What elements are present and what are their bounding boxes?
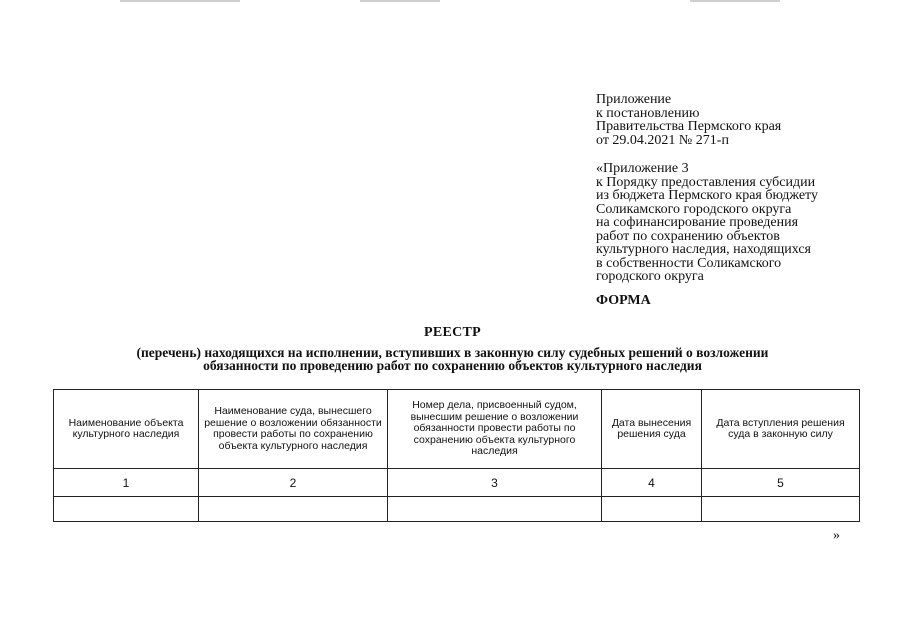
form-label: ФОРМА — [596, 293, 651, 308]
appendix-line-2: к постановлению — [596, 105, 700, 121]
appendix-gap — [596, 147, 896, 162]
inner-appendix-line-8: в собственности Соликамского — [596, 255, 782, 271]
table-number-row — [54, 469, 860, 497]
inner-appendix-line-6: работ по сохранению объектов — [596, 228, 780, 244]
appendix-line-3: Правительства Пермского края — [596, 119, 782, 134]
inner-appendix-line-7: культурного наследия, находящихся — [596, 242, 811, 257]
appendix-block — [596, 93, 896, 284]
column-number-2: 2 — [199, 469, 388, 497]
header-object-name: Наименование объекта культурного наследия — [54, 390, 199, 469]
document-subtitle-line-1: (перечень) находящихся на исполнении, вступивших в законную силу судебных решений о возложении — [136, 345, 769, 360]
registry-table — [53, 389, 860, 522]
column-number-5: 5 — [702, 469, 860, 497]
document-title: РЕЕСТР — [423, 325, 482, 340]
header-decision-date: Дата вынесения решения суда — [602, 390, 702, 469]
header-case-number: Номер дела, присвоенный судом, вынесшим решение о возложении обязанности провести работы по сохранению объекта культурного наследия — [388, 390, 602, 469]
column-number-1: 1 — [54, 469, 199, 497]
closing-quote: » — [833, 528, 840, 543]
table-header-row — [54, 390, 860, 469]
inner-appendix-line-9: городского округа — [596, 269, 704, 284]
column-number-4: 4 — [602, 469, 702, 497]
header-court-name: Наименование суда, вынесшего решение о возложении обязанности провести работы по сохранению объекта культурного наследия — [199, 390, 388, 469]
column-number-3: 3 — [388, 469, 602, 497]
table-cell — [388, 497, 602, 522]
inner-appendix-line-3: из бюджета Пермского края бюджету — [596, 188, 818, 203]
inner-appendix-line-2: к Порядку предоставления субсидии — [596, 174, 816, 190]
scan-edge-mark-center — [360, 0, 440, 2]
inner-appendix-line-4: Соликамского городского округа — [596, 201, 792, 217]
inner-appendix-line-5: на софинансирование проведения — [596, 215, 799, 230]
appendix-line-4: от 29.04.2021 № 271-п — [596, 132, 729, 148]
table-cell — [199, 497, 388, 522]
table-cell — [602, 497, 702, 522]
scan-edge-mark-right — [690, 0, 780, 2]
document-subtitle — [40, 346, 865, 372]
table-row — [54, 497, 860, 522]
document-subtitle-line-2: обязанности по проведению работ по сохранению объектов культурного наследия — [203, 358, 702, 373]
table-cell — [702, 497, 860, 522]
scan-edge-mark-left — [120, 0, 240, 2]
appendix-line-1: Приложение — [596, 92, 672, 107]
inner-appendix-line-1: «Приложение 3 — [596, 161, 689, 176]
table-cell — [54, 497, 199, 522]
header-effective-date: Дата вступления решения суда в законную силу — [702, 390, 860, 469]
